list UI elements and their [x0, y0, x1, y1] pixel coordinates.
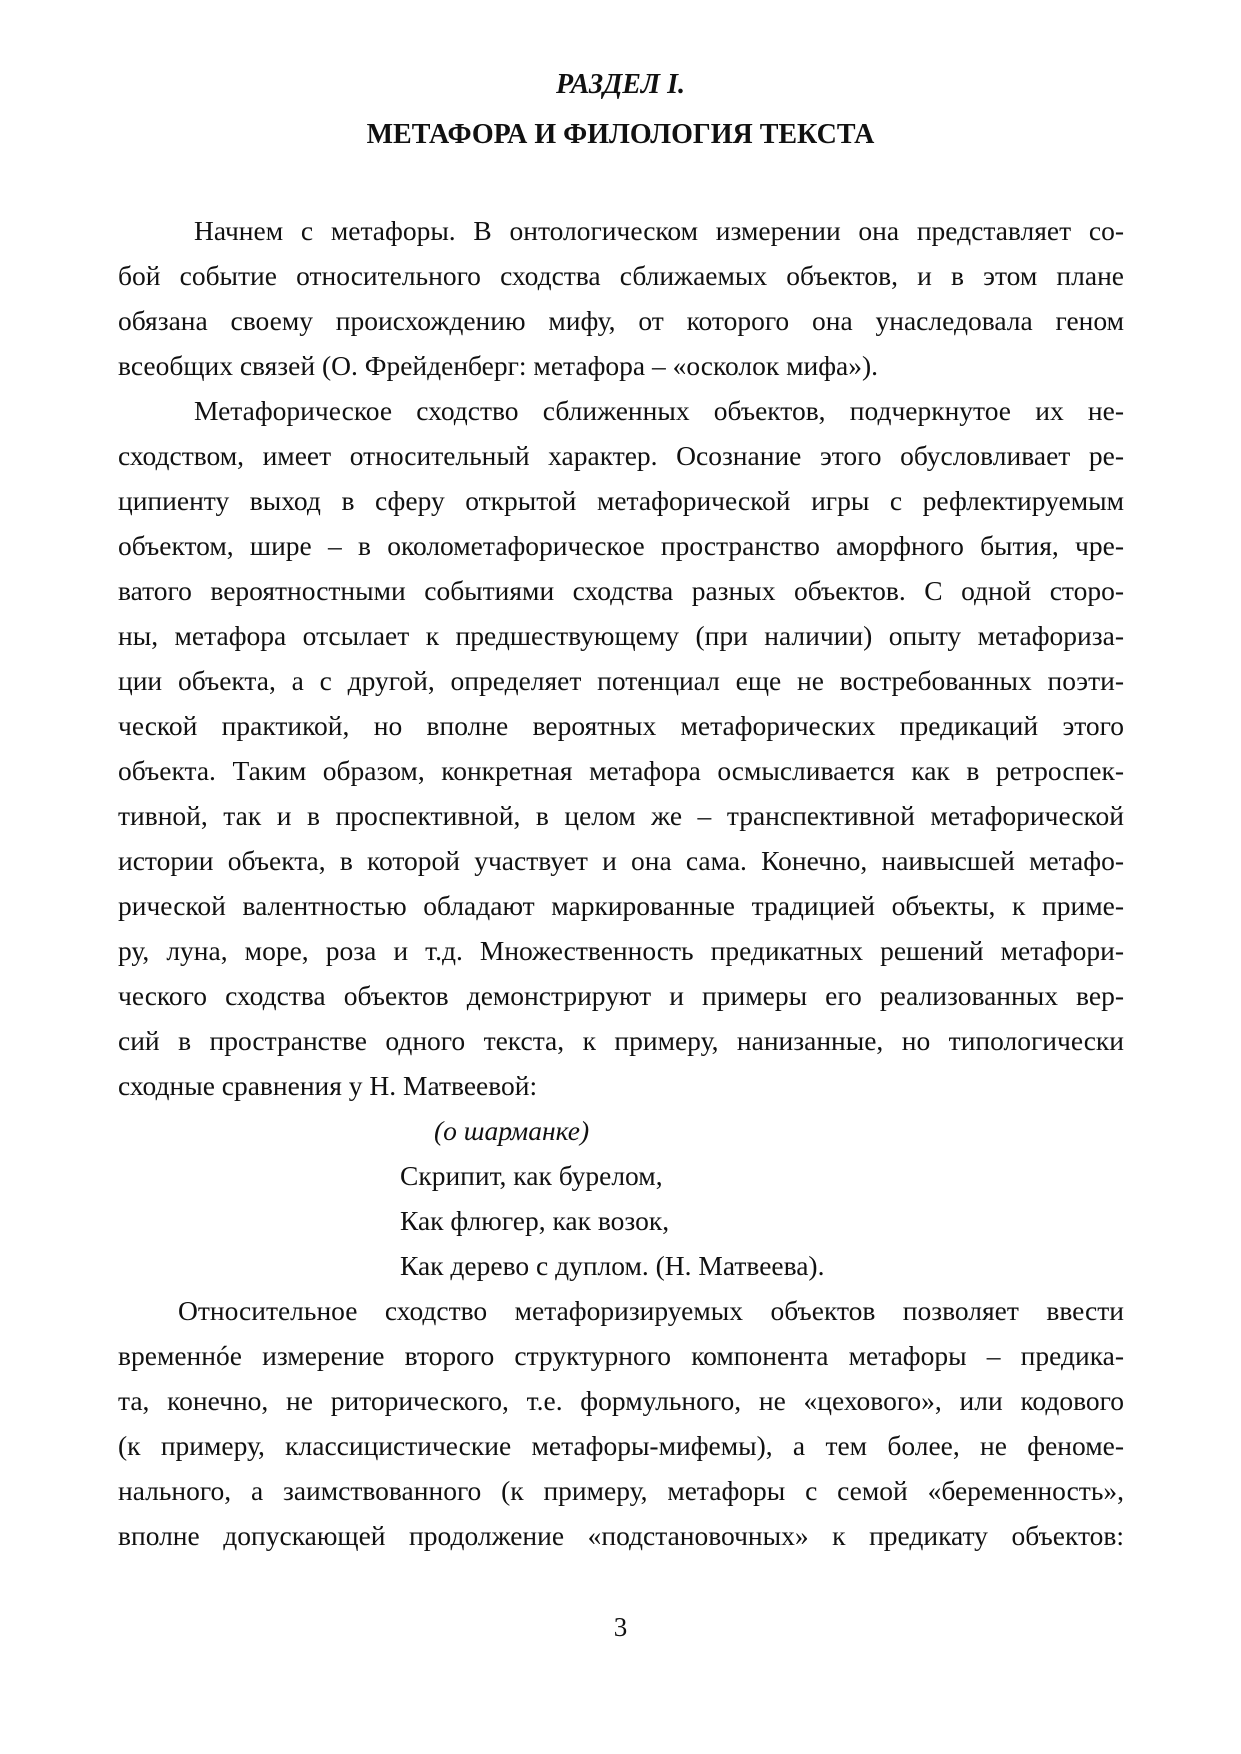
- text-line: Метафорическое сходство сближенных объектов, подчеркнутое их не-: [194, 395, 1124, 426]
- text-line: ны, метафора отсылает к предшествующему (при наличии) опыту метафориза-: [118, 620, 1124, 651]
- text-line: ческой практикой, но вполне вероятных метафорических предикаций этого: [118, 710, 1124, 741]
- poem-line: Скрипит, как бурелом,: [400, 1160, 663, 1191]
- paragraph-2: [118, 388, 1124, 1108]
- text-line: обязана своему происхождению мифу, от которого она унаследовала геном: [118, 305, 1124, 336]
- text-line: вполне допускающей продолжение «подстановочных» к предикату объектов:: [118, 1520, 1124, 1551]
- text-line: ции объекта, а с другой, определяет потенциал еще не востребованных поэти-: [118, 665, 1124, 696]
- text-line: временнóе измерение второго структурного компонента метафоры – предика-: [118, 1340, 1124, 1371]
- paragraph-1: [118, 208, 1124, 388]
- text-line: сходные сравнения у Н. Матвеевой:: [118, 1070, 538, 1101]
- poem-note: (о шарманке): [434, 1115, 590, 1146]
- body-text: [118, 208, 1124, 1558]
- text-line: ческого сходства объектов демонстрируют и примеры его реализованных вер-: [118, 980, 1124, 1011]
- text-line: ципиенту выход в сферу открытой метафорической игры с рефлектируемым: [118, 485, 1124, 516]
- text-line: объектом, шире – в околометафорическое пространство аморфного бытия, чре-: [118, 530, 1124, 561]
- section-number-heading: РАЗДЕЛ I.: [555, 69, 686, 100]
- text-line: объекта. Таким образом, конкретная метафора осмысливается как в ретроспек-: [118, 755, 1124, 786]
- text-line: Относительное сходство метафоризируемых объектов позволяет ввести: [178, 1295, 1124, 1326]
- poem-line: Как дерево с дуплом. (Н. Матвеева).: [400, 1250, 825, 1281]
- page-number: 3: [613, 1612, 628, 1642]
- text-line: ру, луна, море, роза и т.д. Множественность предикатных решений метафори-: [118, 935, 1124, 966]
- paragraph-3: [118, 1288, 1124, 1558]
- text-line: сходством, имеет относительный характер. Осознание этого обусловливает ре-: [118, 440, 1124, 471]
- text-line: сий в пространстве одного текста, к примеру, нанизанные, но типологически: [118, 1025, 1124, 1056]
- text-line: (к примеру, классицистические метафоры-мифемы), а тем более, не феноме-: [118, 1430, 1124, 1461]
- text-line: истории объекта, в которой участвует и она сама. Конечно, наивысшей метафо-: [118, 845, 1124, 876]
- text-line: та, конечно, не риторического, т.е. формульного, не «цехового», или кодового: [118, 1385, 1124, 1416]
- text-line: Начнем с метафоры. В онтологическом измерении она представляет со-: [194, 215, 1124, 246]
- text-line: тивной, так и в проспективной, в целом же – транспективной метафорической: [118, 800, 1124, 831]
- text-line: всеобщих связей (О. Фрейденберг: метафора – «осколок мифа»).: [118, 350, 878, 381]
- text-line: рической валентностью обладают маркированные традицией объекты, к приме-: [118, 890, 1124, 921]
- text-line: бой событие относительного сходства сближаемых объектов, и в этом плане: [118, 260, 1124, 291]
- text-line: нального, а заимствованного (к примеру, метафоры с семой «беременность»,: [118, 1475, 1124, 1506]
- section-title-heading: МЕТАФОРА И ФИЛОЛОГИЯ ТЕКСТА: [366, 119, 875, 150]
- text-line: ватого вероятностными событиями сходства разных объектов. С одной сторо-: [118, 575, 1124, 606]
- poem-line: Как флюгер, как возок,: [400, 1205, 670, 1236]
- poem-quote: [118, 1108, 1124, 1288]
